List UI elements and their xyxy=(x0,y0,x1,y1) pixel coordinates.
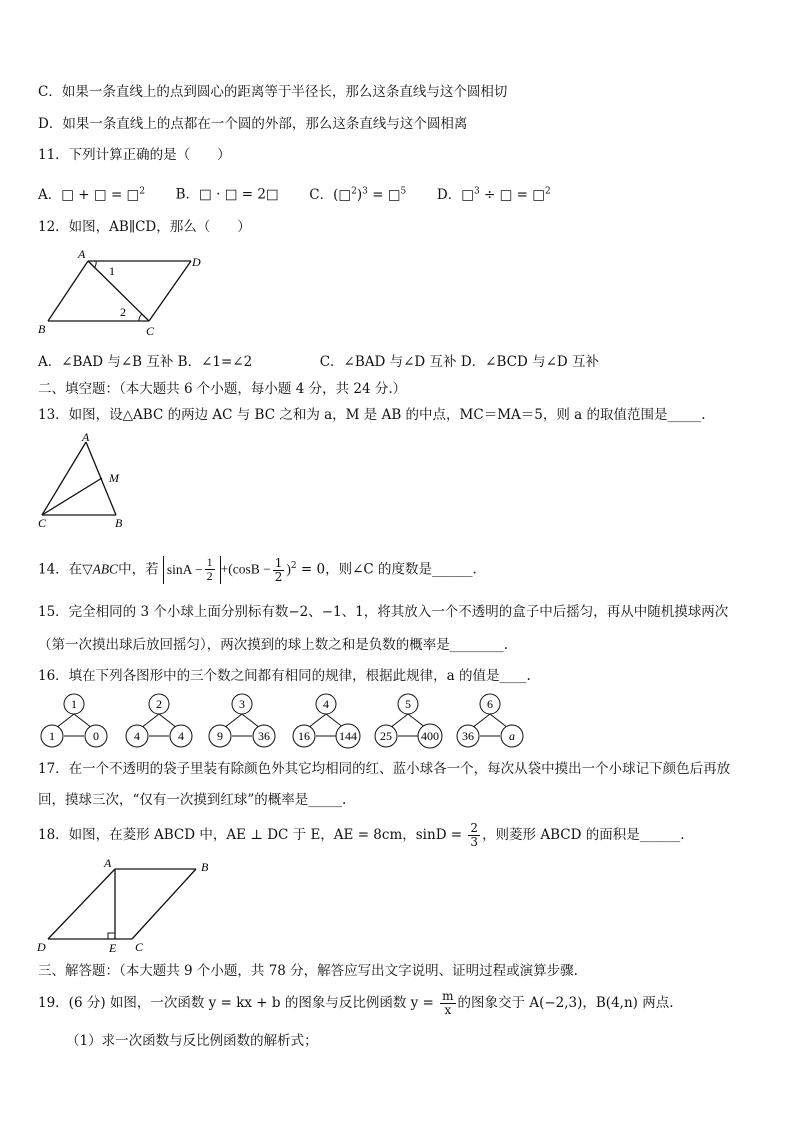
label-A: A xyxy=(104,856,112,870)
label-D: D xyxy=(192,255,201,269)
q11-option-a: A．□ + □ = □$^2$ xyxy=(38,186,146,203)
question-17-line1: 17．在一个不透明的袋子里装有除颜色外其它均相同的红、蓝小球各一个，每次从袋中摸出一个小球记下颜色后再放 xyxy=(38,761,731,777)
figure-18-rhombus xyxy=(34,855,224,955)
svg-text:0: 0 xyxy=(93,729,99,743)
question-19-part-1: （1）求一次函数与反比例函数的解析式； xyxy=(66,1033,318,1049)
figure-13-triangle xyxy=(36,430,136,530)
angle-2-label: 2 xyxy=(120,305,126,319)
svg-text:36: 36 xyxy=(258,729,270,743)
triad-6 xyxy=(457,694,523,747)
label-C: C xyxy=(146,324,155,338)
option-c-text: C．如果一条直线上的点到圆心的距离等于半径长，那么这条直线与这个圆相切 xyxy=(38,84,508,100)
abs-expression: sinA − $\frac{1}{2}$ xyxy=(163,556,221,584)
question-11-options xyxy=(38,182,551,204)
option-d-text: D．如果一条直线上的点都在一个圆的外部，那么这条直线与这个圆相离 xyxy=(38,116,468,132)
svg-text:5: 5 xyxy=(405,697,411,711)
triad-1 xyxy=(41,694,107,747)
svg-text:16: 16 xyxy=(298,729,310,743)
question-18: 18．如图，在菱形 ABCD 中，AE ⊥ DC 于 E，AE = 8cm，sinD = $\frac{2}{3}$ ，则菱形 ABCD 的面积是______. xyxy=(38,821,685,849)
svg-text:4: 4 xyxy=(323,697,329,711)
svg-text:9: 9 xyxy=(217,729,223,743)
label-E: E xyxy=(109,941,117,955)
svg-text:400: 400 xyxy=(421,729,439,743)
section-2-heading: 二、填空题：（本大题共 6 个小题，每小题 4 分，共 24 分.） xyxy=(38,381,407,397)
svg-text:3: 3 xyxy=(239,697,245,711)
svg-text:4: 4 xyxy=(134,729,140,743)
svg-text:a: a xyxy=(509,729,515,743)
q11-option-b: B．□ · □ = 2□ xyxy=(175,186,279,203)
triad-3 xyxy=(209,694,275,747)
label-A: A xyxy=(78,248,86,261)
q11-option-d: D．□$^3$ ÷ □ = □$^2$ xyxy=(436,186,551,203)
question-17-line2: 回，摸球三次，“仅有一次摸到红球”的概率是_____. xyxy=(38,792,347,808)
svg-text:144: 144 xyxy=(339,729,357,743)
question-16: 16．填在下列各图形中的三个数之间都有相同的规律，根据此规律，a 的值是____. xyxy=(38,668,531,684)
question-12: 12．如图，AB∥CD，那么（ ） xyxy=(38,219,251,235)
svg-text:2: 2 xyxy=(156,697,162,711)
label-D: D xyxy=(37,940,46,954)
label-C: C xyxy=(38,516,47,530)
label-B: B xyxy=(115,516,123,530)
label-C: C xyxy=(135,940,144,954)
label-B: B xyxy=(38,322,46,336)
q11-option-c: C．(□$^2$)$^3$ = □$^5$ xyxy=(309,186,407,203)
svg-text:36: 36 xyxy=(462,729,474,743)
question-19: 19．(6 分) 如图，一次函数 y = kx + b 的图象与反比例函数 y = $\frac{m}{x}$ 的图象交于 A(−2,3)，B(4,n) 两点. xyxy=(38,989,674,1017)
figure-16-triads xyxy=(36,688,536,750)
triad-2 xyxy=(126,694,192,747)
svg-text:1: 1 xyxy=(49,729,55,743)
triad-5 xyxy=(375,694,442,748)
question-12-options: A．∠BAD 与∠B 互补 B．∠1=∠2 C．∠BAD 与∠D 互补 D．∠BCD 与∠D 互补 xyxy=(38,354,600,370)
section-3-heading: 三、解答题：（本大题共 9 个小题，共 78 分，解答应写出文字说明、证明过程或演算步骤. xyxy=(38,963,578,979)
label-A: A xyxy=(82,430,90,444)
question-15-line2: （第一次摸出球后放回摇匀），两次摸到的球上数之和是负数的概率是________. xyxy=(38,637,509,653)
svg-text:4: 4 xyxy=(178,729,184,743)
svg-text:25: 25 xyxy=(380,729,392,743)
figure-12-parallelogram xyxy=(36,248,216,338)
svg-text:1: 1 xyxy=(71,697,77,711)
triad-4 xyxy=(293,694,360,748)
svg-text:6: 6 xyxy=(487,697,493,711)
label-M: M xyxy=(109,471,119,485)
angle-1-label: 1 xyxy=(109,264,115,278)
question-15-line1: 15．完全相同的 3 个小球上面分别标有数−2、−1、1，将其放入一个不透明的盒子中后摇匀，再从中随机摸球两次 xyxy=(38,604,729,620)
question-14: 14．在▽ABC中，若 sinA − $\frac{1}{2}$ +(cosB − $\frac{1}{2}$ )$^2$ = 0，则∠C 的度数是______. xyxy=(38,555,477,584)
question-13: 13．如图，设△ABC 的两边 AC 与 BC 之和为 a，M 是 AB 的中点，MC＝MA＝5，则 a 的取值范围是_____. xyxy=(38,407,706,423)
question-11: 11．下列计算正确的是（ ） xyxy=(38,147,231,163)
label-B: B xyxy=(201,860,209,874)
